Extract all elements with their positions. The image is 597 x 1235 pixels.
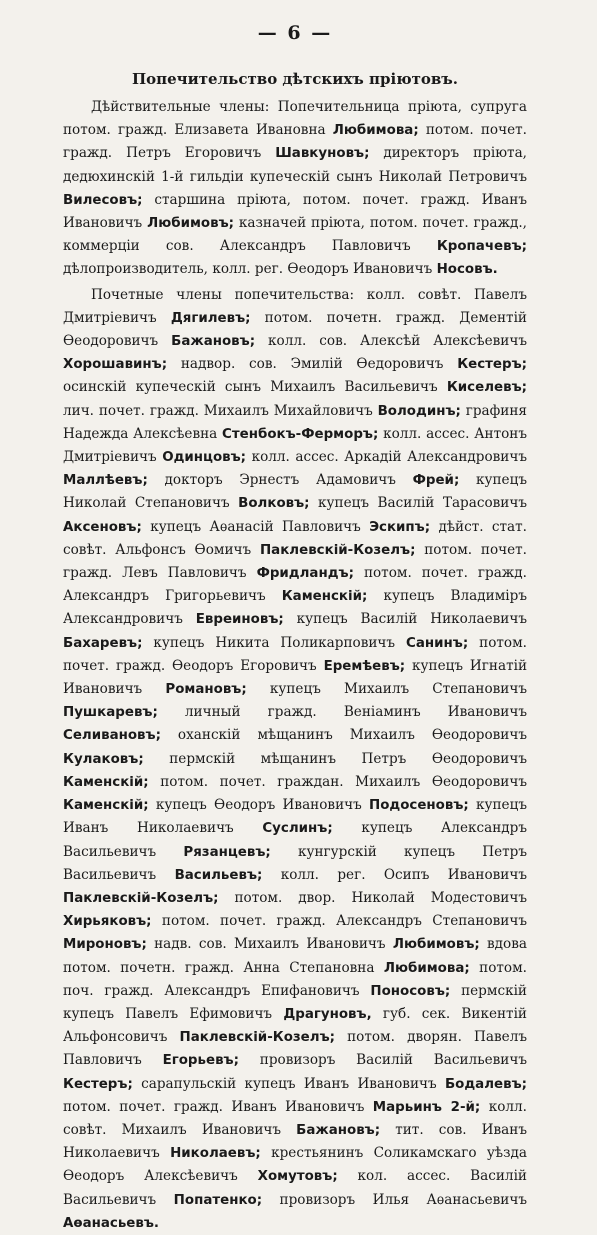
text-run: купецъ Владиміръ Александровичъ	[63, 588, 527, 628]
member-surname: Каменскій;	[63, 798, 149, 814]
text-run: купецъ Ѳеодоръ Ивановичъ	[148, 797, 369, 814]
text-run: Почетные члены попечительства: колл. совѣт. Павелъ Дмитріевичъ	[63, 286, 527, 326]
member-surname: Суслинъ;	[262, 821, 333, 837]
member-surname: Рязанцевъ;	[183, 844, 271, 860]
text-run: колл. ассес. Аркадій Александровичъ	[246, 449, 527, 466]
text-run: потом. двор. Николай Модестовичъ	[218, 889, 527, 906]
member-surname: Санинъ;	[406, 635, 469, 651]
member-surname: Володинъ;	[377, 403, 461, 419]
text-run: купецъ Александръ Васильевичъ	[63, 820, 527, 860]
text-run: потом. почет. гражд. Левъ Павловичъ	[63, 541, 528, 582]
member-surname: Подосеновъ;	[368, 798, 469, 814]
section-title: Попечительство дѣтскихъ пріютовъ.	[131, 70, 459, 88]
member-surname: Волковъ;	[238, 496, 310, 512]
text-run: докторъ Эрнестъ Адамовичъ	[147, 472, 413, 489]
member-surname: Любимова;	[383, 960, 470, 976]
text-run: оханскій мѣщанинъ Михаилъ Ѳеодоровичъ	[160, 727, 527, 744]
member-surname: Шавкуновъ;	[275, 146, 370, 162]
text-run: купецъ Аѳанасій Павловичъ	[141, 518, 370, 535]
member-surname: Киселевъ;	[446, 380, 527, 396]
member-surname: Кулаковъ;	[63, 751, 144, 767]
member-surname: Егорьевъ;	[162, 1053, 239, 1069]
member-surname: Бажановъ;	[171, 334, 256, 350]
text-run: потом. дворян. Павелъ Павловичъ	[63, 1029, 528, 1069]
text-run: колл. рег. Осипъ Ивановичъ	[262, 866, 527, 883]
member-surname: Попатенко;	[173, 1192, 263, 1208]
member-surname: Эскипъ;	[369, 519, 431, 535]
text-run: дѣйст. стат. совѣт. Альфонсъ Ѳомичъ	[63, 518, 527, 558]
text-run: колл. совѣт. Михаилъ Ивановичъ	[63, 1098, 527, 1138]
member-surname: Хомутовъ;	[257, 1169, 338, 1185]
text-run: купецъ Михаилъ Степановичъ	[246, 681, 527, 698]
text-run: потом. почет. гражд. Александръ Степановичъ	[151, 913, 527, 930]
member-surname: Бахаревъ;	[63, 635, 143, 651]
text-run: сарапульскій купецъ Иванъ Ивановичъ	[132, 1075, 445, 1092]
text-run: потом. почет. граждан. Михаилъ Ѳеодоровичъ	[148, 773, 527, 790]
member-surname: Марьинъ 2-й;	[372, 1099, 481, 1115]
text-run: потом. почет. гражд. Александръ Григорьевичъ	[63, 565, 527, 605]
paragraph-active-members	[63, 96, 527, 282]
text-run: потом. поч. гражд. Александръ Епифановичъ	[63, 959, 527, 999]
member-surname: Дягилевъ;	[170, 310, 251, 326]
text-run: потом. почет. гражд. Ѳеодоръ Егоровичъ	[63, 634, 527, 674]
member-surname: Кропачевъ;	[436, 239, 527, 255]
member-surname: Хирьяковъ;	[63, 914, 152, 930]
member-surname: Стенбокъ-Ферморъ;	[222, 426, 379, 442]
member-surname: Каменскій;	[63, 774, 149, 790]
text-run: крестьянинъ Соликамскаго уѣзда Ѳеодоръ Алексѣевичъ	[63, 1145, 527, 1185]
member-surname: Бажановъ;	[296, 1122, 381, 1138]
member-surname: Драгуновъ,	[283, 1006, 372, 1022]
text-run: провизоръ Илья Аѳанасьевичъ	[262, 1191, 527, 1208]
text-run: осинскій купеческій сынъ Михаилъ Васильевичъ	[63, 379, 447, 396]
text-run: графиня Надежда Алексѣевна	[63, 402, 527, 442]
text-run: личный гражд. Веніаминъ Ивановичъ	[157, 704, 527, 721]
member-surname: Любимовъ;	[392, 937, 480, 953]
member-surname: Васильевъ;	[174, 867, 263, 883]
text-run: потом. почет. гражд. Иванъ Ивановичъ	[63, 1098, 373, 1115]
member-surname: Любимовъ;	[147, 216, 235, 232]
text-run: потом. почетн. гражд. Дементій Ѳеодоровичъ	[63, 309, 527, 350]
text-run: дѣлопроизводитель, колл. рег. Ѳеодоръ Ивановичъ	[63, 261, 437, 278]
member-surname: Маллѣевъ;	[63, 473, 148, 489]
text-run: надвор. сов. Эмилій Ѳедоровичъ	[167, 356, 458, 373]
text-run: купецъ Василій Тарасовичъ	[309, 495, 527, 512]
text-run: купецъ Николай Степановичъ	[63, 472, 527, 512]
text-run: казначей пріюта, потом. почет. гражд., коммерціи сов. Александръ Павловичъ	[63, 215, 527, 255]
member-surname: Бодалевъ;	[444, 1076, 527, 1092]
member-surname: Аксеновъ;	[63, 519, 142, 535]
text-run: пермскій купецъ Павелъ Ефимовичъ	[63, 982, 527, 1022]
text-run: лич. почет. гражд. Михаилъ Михайловичъ	[63, 402, 378, 419]
text-run: провизоръ Василій Васильевичъ	[238, 1052, 527, 1069]
text-run: колл. ассес. Антонъ Дмитріевичъ	[63, 425, 527, 466]
member-surname: Хорошавинъ;	[63, 357, 168, 373]
text-run: вдова потом. почетн. гражд. Анна Степановна	[63, 936, 527, 976]
member-surname: Кестеръ;	[63, 1076, 133, 1092]
text-run: купецъ Иванъ Николаевичъ	[63, 797, 527, 837]
member-surname: Любимова;	[332, 123, 419, 139]
member-surname: Носовъ.	[436, 262, 498, 278]
member-surname: Селивановъ;	[63, 728, 161, 744]
member-surname: Паклевскій-Козелъ;	[63, 890, 219, 906]
member-surname: Мироновъ;	[63, 937, 147, 953]
member-surname: Паклевскій-Козелъ;	[179, 1030, 335, 1046]
member-surname: Аѳанасьевъ.	[63, 1215, 159, 1231]
text-run: тит. сов. Иванъ Николаевичъ	[63, 1121, 527, 1162]
text-run: колл. сов. Алексѣй Алексѣевичъ	[255, 333, 527, 350]
text-run: губ. сек. Викентій Альфонсовичъ	[63, 1005, 527, 1046]
text-run: старшина пріюта, потом. почет. гражд. Иванъ Ивановичъ	[63, 191, 527, 232]
member-surname: Евреиновъ;	[195, 612, 284, 628]
text-run: пермскій мѣщанинъ Петръ Ѳеодоровичъ	[143, 750, 527, 767]
text-run: кунгурскій купецъ Петръ Васильевичъ	[63, 843, 527, 883]
member-surname: Паклевскій-Козелъ;	[259, 542, 416, 558]
member-surname: Каменскій;	[281, 589, 368, 605]
text-run: купецъ Никита Поликарповичъ	[142, 634, 407, 651]
text-run: директоръ пріюта, дедюхинскій 1-й гильдіи купеческій сынъ Николай Петровичъ	[63, 145, 528, 185]
member-surname: Фрей;	[412, 473, 460, 489]
text-run: купецъ Игнатій Ивановичъ	[63, 657, 527, 698]
member-surname: Пушкаревъ;	[63, 705, 158, 721]
page-number: — 6 —	[257, 22, 333, 44]
member-surname: Фридландъ;	[256, 566, 354, 582]
member-surname: Одинцовъ;	[162, 450, 247, 466]
text-run: надв. сов. Михаилъ Ивановичъ	[146, 936, 393, 953]
member-surname: Николаевъ;	[170, 1146, 261, 1162]
text-run: Дѣйствительные члены: Попечительница пріюта, супруга потом. гражд. Елизавета Ивановна	[63, 99, 527, 139]
member-surname: Еремѣевъ;	[323, 658, 406, 674]
text-run: кол. ассес. Василій Васильевичъ	[63, 1168, 527, 1208]
member-surname: Поносовъ;	[370, 983, 451, 999]
member-surname: Романовъ;	[165, 682, 247, 698]
member-surname: Кестеръ;	[457, 357, 527, 373]
text-run: купецъ Василій Николаевичъ	[283, 611, 527, 628]
member-surname: Вилесовъ;	[63, 192, 143, 208]
text-run: потом. почет. гражд. Петръ Егоровичъ	[63, 122, 527, 162]
paragraph-honorary-members	[63, 284, 527, 1235]
